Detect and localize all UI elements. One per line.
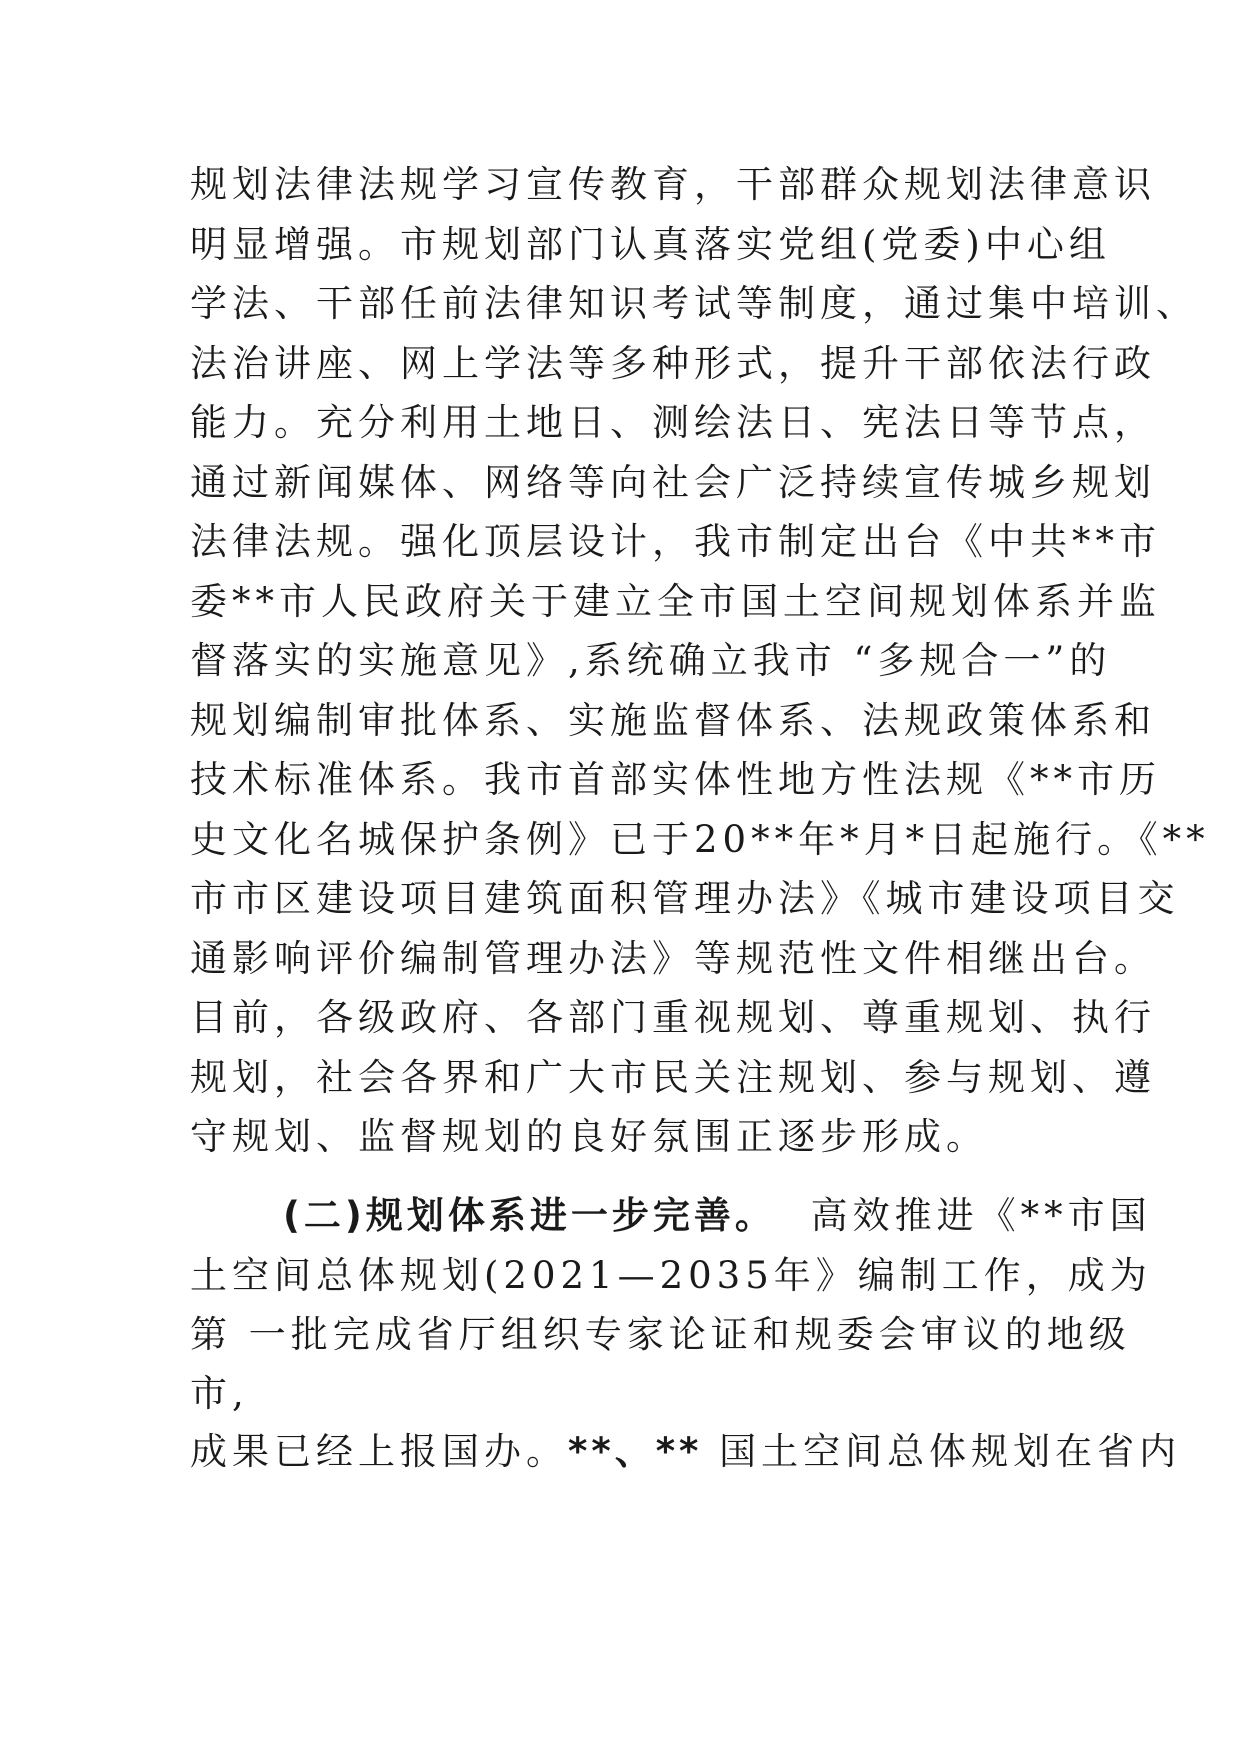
text-line: 目前，各级政府、各部门重视规划、尊重规划、执行 xyxy=(190,996,1156,1039)
text-line: 明显增强。市规划部门认真落实党组(党委)中心组 xyxy=(190,223,1111,266)
text-line: 通过新闻媒体、网络等向社会广泛持续宣传城乡规划 xyxy=(190,461,1156,504)
text-line: 土空间总体规划(2021—2035年》编制工作，成为 xyxy=(190,1254,1152,1297)
text-line: 法治讲座、网上学法等多种形式，提升干部依法行政 xyxy=(190,342,1156,385)
text-line: 市, xyxy=(190,1372,249,1415)
text-line: 法律法规。强化顶层设计，我市制定出台《中共**市 xyxy=(190,520,1161,563)
text-line: 第 一批完成省厅组织专家论证和规委会审议的地级 xyxy=(190,1313,1131,1356)
text-line: 技术标准体系。我市首部实体性地方性法规《**市历 xyxy=(190,758,1161,801)
text-line: 委**市人民政府关于建立全市国土空间规划体系并监 xyxy=(190,580,1161,623)
heading-line-text: 高效推进《**市国 xyxy=(810,1194,1152,1237)
last-line-rest: 国土空间总体规划在省内 xyxy=(702,1430,1182,1473)
text-line: 规划法律法规学习宣传教育，干部群众规划法律意识 xyxy=(190,163,1156,206)
text-line: 学法、干部任前法律知识考试等制度，通过集中培训、 xyxy=(190,282,1198,325)
last-line-start: 成果已经上报国办。 xyxy=(190,1430,568,1473)
section-heading: (二)规划体系进一步完善。 xyxy=(283,1194,776,1237)
text-line: 规划，社会各界和广大市民关注规划、参与规划、遵 xyxy=(190,1056,1156,1099)
text-line-last xyxy=(190,1427,1181,1477)
text-line: 督落实的实施意见》,系统确立我市 “多规合一”的 xyxy=(190,639,1112,682)
text-line: 市市区建设项目建筑面积管理办法》《城市建设项目交 xyxy=(190,877,1180,920)
last-line-bold: **、** xyxy=(568,1430,703,1473)
section-heading-line xyxy=(283,1191,1152,1241)
text-line: 守规划、监督规划的良好氛围正逐步形成。 xyxy=(190,1115,988,1158)
text-line: 通影响评价编制管理办法》等规范性文件相继出台。 xyxy=(190,937,1156,980)
text-line: 规划编制审批体系、实施监督体系、法规政策体系和 xyxy=(190,699,1156,742)
text-line: 史文化名城保护条例》已于20**年*月*日起施行。《** xyxy=(190,818,1210,861)
text-line: 能力。充分利用土地日、测绘法日、宪法日等节点， xyxy=(190,401,1156,444)
